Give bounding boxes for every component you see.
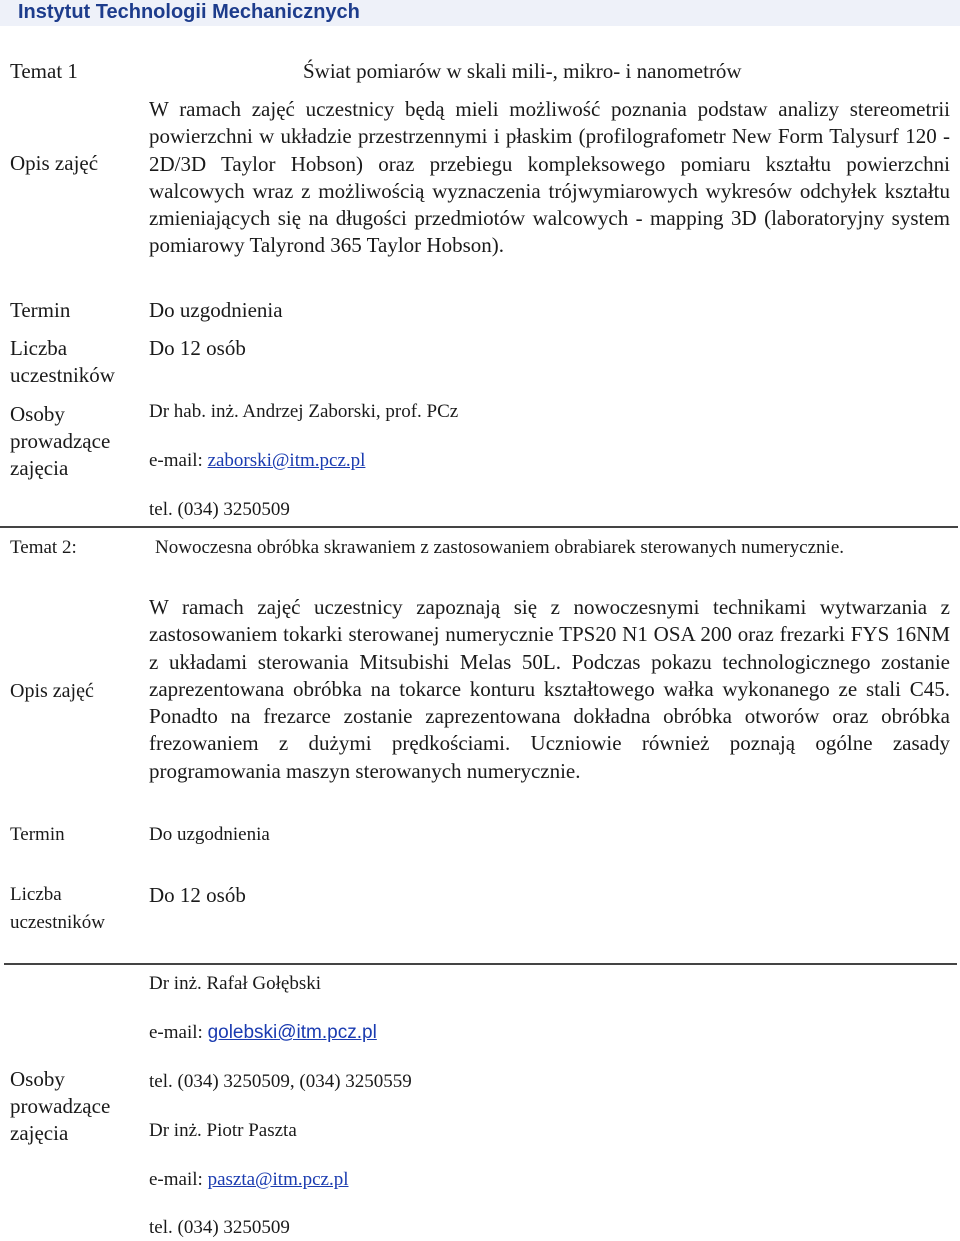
staff-name: Dr inż. Rafał Gołębski xyxy=(149,973,322,994)
topic1-participants-label-2: uczestników xyxy=(10,363,115,387)
topic2-term-label: Termin xyxy=(10,824,65,845)
page-header xyxy=(0,0,960,26)
staff-email-line xyxy=(149,1166,349,1193)
topic2-label: Temat 2: xyxy=(10,537,77,558)
section-divider xyxy=(0,526,958,528)
topic1-staff-label-1: Osoby xyxy=(10,402,65,426)
topic1-participants: Do 12 osób xyxy=(149,336,246,360)
staff-email-link[interactable]: golebski@itm.pcz.pl xyxy=(207,1022,377,1043)
topic1-staff-label-2: prowadzące xyxy=(10,429,111,453)
topic1-staff-name: Dr hab. inż. Andrzej Zaborski, prof. PCz xyxy=(149,401,459,422)
topic2-description: W ramach zajęć uczestnicy zapoznają się z nowoczesnymi technikami wytwarzania z zastosowaniem tokarki sterowanej numerycznie TPS20 N1 OSA 200 oraz frezarki FYS 16NM z układami sterowania Mitsubishi Melas 50L. Podczas pokazu technologicznego zostanie zaprezentowana obróbka na tokarce konturu kształtowego wałka wykonanego ze stali C45. Ponadto na frezarce zostanie zaprezentowana dokładna obróbka otworów oraz obróbka frezowaniem z dużymi prędkościami. Uczniowie również poznają ogólne zasady programowania maszyn sterowanych numerycznie. xyxy=(149,595,950,783)
staff-phone: tel. (034) 3250509, (034) 3250559 xyxy=(149,1071,412,1092)
topic2-desc-label: Opis zajęć xyxy=(10,680,94,702)
topic1-staff-label-3: zajęcia xyxy=(10,456,69,480)
staff-name: Dr inż. Piotr Paszta xyxy=(149,1120,297,1141)
topic2-participants-label-1: Liczba xyxy=(10,884,62,905)
topic1-email-prefix: e-mail: xyxy=(149,450,203,471)
topic2-term: Do uzgodnienia xyxy=(149,824,270,845)
topic2-staff-label-2: prowadzące xyxy=(10,1094,111,1118)
topic1-label: Temat 1 xyxy=(10,59,78,83)
topic1-term: Do uzgodnienia xyxy=(149,298,283,322)
topic1-title: Świat pomiarów w skali mili-, mikro- i nanometrów xyxy=(303,59,742,83)
staff-email-line xyxy=(149,1019,377,1046)
institute-title: Instytut Technologii Mechanicznych xyxy=(18,1,360,23)
staff-phone: tel. (034) 3250509 xyxy=(149,1217,290,1238)
topic1-participants-label-1: Liczba xyxy=(10,336,68,360)
topic2-staff-label-3: zajęcia xyxy=(10,1121,69,1145)
topic2-staff-label-1: Osoby xyxy=(10,1067,65,1091)
topic1-description: W ramach zajęć uczestnicy będą mieli możliwość poznania podstaw analizy stereometrii powierzchni w układzie przestrzennymi i płaskim (profilografometr New Form Talysurf 120 - 2D/3D Taylor Hobson) oraz przebiegu kompleksowego pomiaru kształtu powierzchni walcowych wraz z możliwością wyznaczenia trójwymiarowych wykresów odchyłek kształtu zmieniających się na długości przedmiotów walcowych - mapping 3D (laboratoryjny system pomiarowy Talyrond 365 Taylor Hobson). xyxy=(149,97,950,258)
topic1-term-label: Termin xyxy=(10,298,71,322)
staff-email-prefix: e-mail: xyxy=(149,1169,203,1190)
topic1-phone: tel. (034) 3250509 xyxy=(149,499,290,520)
staff-email-prefix: e-mail: xyxy=(149,1022,203,1043)
topic2-participants: Do 12 osób xyxy=(149,883,246,907)
topic1-desc-label: Opis zajęć xyxy=(10,151,99,175)
topic2-participants-label-2: uczestników xyxy=(10,912,105,933)
topic1-email-link[interactable]: zaborski@itm.pcz.pl xyxy=(207,450,366,471)
topic2-title: Nowoczesna obróbka skrawaniem z zastosowaniem obrabiarek sterowanych numerycznie. xyxy=(155,537,845,558)
topic1-email-line xyxy=(149,447,365,474)
section-divider xyxy=(4,963,957,965)
staff-email-link[interactable]: paszta@itm.pcz.pl xyxy=(207,1169,349,1190)
